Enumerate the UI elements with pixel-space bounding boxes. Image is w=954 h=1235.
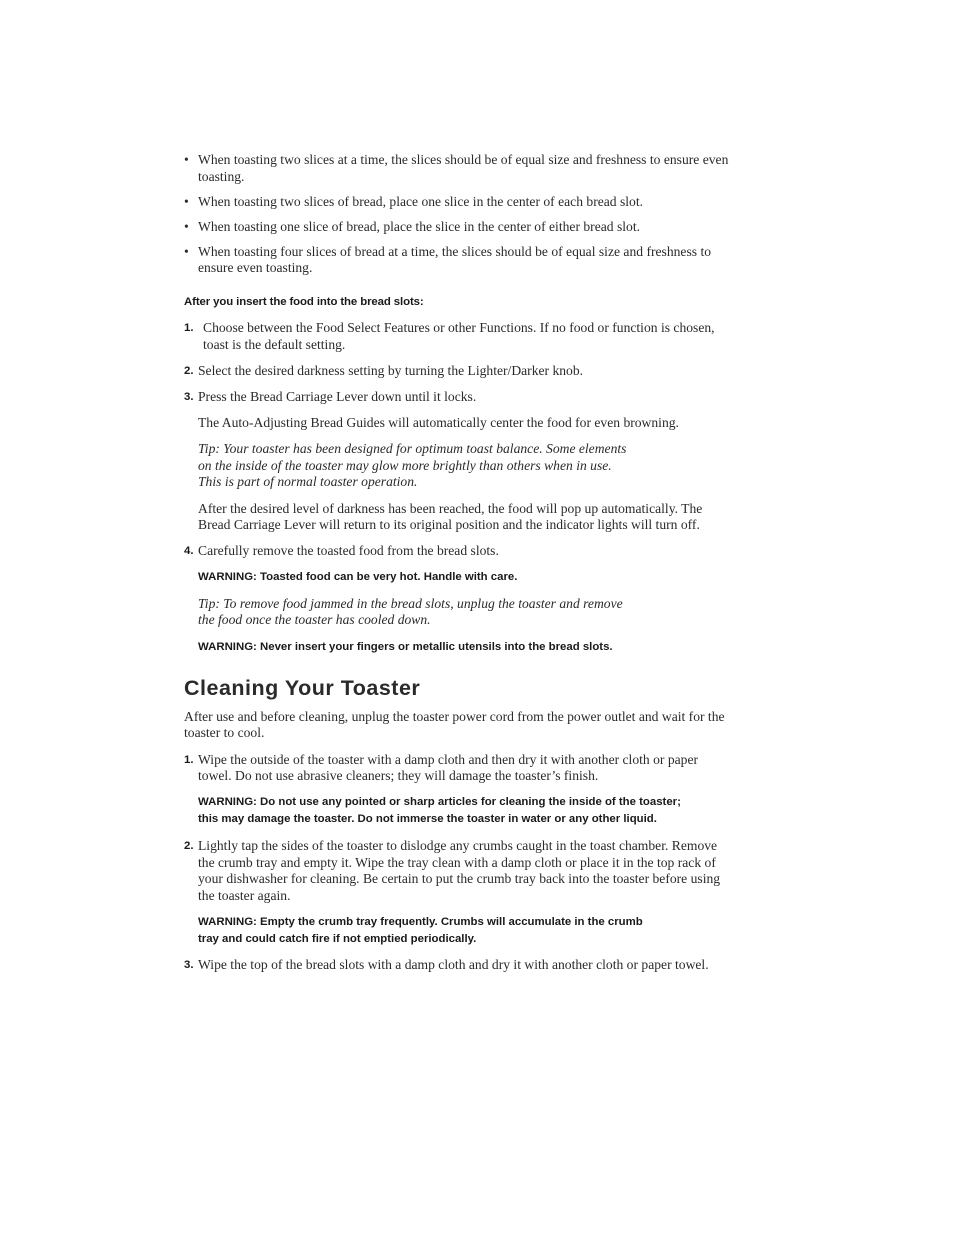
step-text: Choose between the Food Select Features or other Functions. If no food or function is chosen, toast is the default setting. — [203, 320, 715, 352]
cleaning-step-3 — [184, 957, 732, 974]
bullet-icon: • — [184, 243, 189, 259]
tip-line: the food once the toaster has cooled down. — [198, 612, 431, 628]
step-number: 1. — [184, 322, 194, 335]
step-text: Press the Bread Carriage Lever down until it locks. — [198, 389, 477, 405]
step-text: Lightly tap the sides of the toaster to dislodge any crumbs caught in the toast chamber. Remove the crumb tray and empty it. Wipe the tray clean with a damp cloth or place it in the top rack of your dishwasher for cleaning. Be certain to put the crumb tray back into the toaster before using the toaster again. — [198, 837, 721, 903]
tip-line: This is part of normal toaster operation. — [198, 474, 418, 490]
step-2 — [184, 363, 732, 380]
step-text: Carefully remove the toasted food from the bread slots. — [198, 543, 499, 559]
toast-balance-tip — [184, 441, 732, 491]
step-number: 4. — [184, 545, 194, 558]
section-subheading: After you insert the food into the bread slots: — [184, 295, 424, 308]
bullet-icon: • — [184, 218, 189, 234]
bullet-icon: • — [184, 152, 189, 167]
step-number: 3. — [184, 959, 194, 972]
tip-line: Tip: To remove food jammed in the bread slots, unplug the toaster and remove — [198, 595, 623, 611]
cleaning-intro: After use and before cleaning, unplug the toaster power cord from the power outlet and wait for the toaster to cool. — [184, 708, 725, 741]
tip-line: Tip: Your toaster has been designed for optimum toast balance. Some elements — [198, 441, 627, 457]
list-item — [184, 219, 732, 236]
step-text: Select the desired darkness setting by turning the Lighter/Darker knob. — [198, 363, 584, 379]
warning-line: this may damage the toaster. Do not immerse the toaster in water or any other liquid. — [198, 813, 657, 826]
pop-up-note: After the desired level of darkness has been reached, the food will pop up automatically. The Bread Carriage Lever will return to its original position and the indicator lights will turn off. — [198, 500, 703, 533]
warning-line: WARNING: Do not use any pointed or sharp articles for cleaning the inside of the toaster; — [198, 796, 681, 809]
bullet-text: When toasting two slices at a time, the slices should be of equal size and freshness to ensure even toasting. — [198, 152, 729, 184]
step-text: Wipe the outside of the toaster with a damp cloth and then dry it with another cloth or paper towel. Do not use abrasive cleaners; they will damage the toaster’s finish. — [198, 751, 699, 784]
bullet-icon: • — [184, 193, 189, 209]
bullet-text: When toasting one slice of bread, place the slice in the center of either bread slot. — [198, 218, 640, 234]
list-item — [184, 194, 732, 211]
document-page — [184, 152, 732, 983]
step-3 — [184, 389, 732, 406]
toasting-tips-list — [184, 152, 732, 277]
jammed-food-tip — [184, 596, 732, 629]
list-item — [184, 244, 732, 277]
list-item — [184, 152, 732, 185]
warning-line: tray and could catch fire if not emptied periodically. — [198, 932, 477, 945]
warning-line: WARNING: Empty the crumb tray frequently. Crumbs will accumulate in the crumb — [198, 915, 643, 928]
tip-line: on the inside of the toaster may glow more brightly than others when in use. — [198, 457, 612, 473]
cleaning-step-2 — [184, 838, 732, 904]
step-1 — [184, 320, 732, 353]
step-number: 1. — [184, 753, 194, 766]
hot-food-warning: WARNING: Toasted food can be very hot. Handle with care. — [198, 571, 518, 584]
step-number: 2. — [184, 365, 194, 378]
crumb-tray-warning — [184, 914, 732, 948]
bread-guides-note: The Auto-Adjusting Bread Guides will automatically center the food for even browning. — [198, 415, 679, 431]
cleaning-heading: Cleaning Your Toaster — [184, 675, 421, 700]
bullet-text: When toasting four slices of bread at a time, the slices should be of equal size and freshness to ensure even toasting. — [198, 243, 712, 276]
step-number: 3. — [184, 391, 194, 404]
cleaning-step-1 — [184, 752, 732, 785]
step-4 — [184, 543, 732, 560]
step-number: 2. — [184, 839, 194, 852]
sharp-articles-warning — [184, 794, 732, 828]
utensils-warning: WARNING: Never insert your fingers or metallic utensils into the bread slots. — [198, 640, 613, 653]
step-text: Wipe the top of the bread slots with a damp cloth and dry it with another cloth or paper towel. — [198, 957, 709, 973]
bullet-text: When toasting two slices of bread, place one slice in the center of each bread slot. — [198, 193, 644, 209]
